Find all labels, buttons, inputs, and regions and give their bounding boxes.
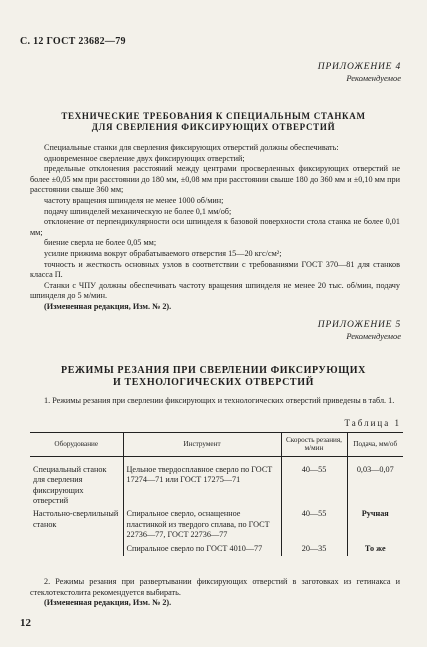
appendix5-heading-line2: И ТЕХНОЛОГИЧЕСКИХ ОТВЕРСТИЙ xyxy=(113,377,314,388)
table-header-row xyxy=(30,433,403,457)
cutting-modes-table xyxy=(30,432,403,556)
appendix4-heading-line1: ТЕХНИЧЕСКИЕ ТРЕБОВАНИЯ К СПЕЦИАЛЬНЫМ СТАНКАМ xyxy=(61,111,366,121)
appendix4-title: ПРИЛОЖЕНИЕ 4 xyxy=(317,62,401,72)
table-cell: 40—55 xyxy=(281,506,347,540)
column-header: Подача, мм/об xyxy=(347,433,403,457)
table-caption: Таблица 1 xyxy=(344,418,401,428)
table-cell: 20—35 xyxy=(281,541,347,556)
table-cell: Цельное твердосплавное сверло по ГОСТ 17274—71 или ГОСТ 17275—71 xyxy=(123,456,281,506)
appendix5-title: ПРИЛОЖЕНИЕ 5 xyxy=(317,320,401,330)
paragraph: Станки с ЧПУ должны обеспечивать частоту вращения шпинделя не менее 20 тыс. об/мин, подачу шпинделя до 5 м/мин. xyxy=(30,280,400,301)
table-cell: Ручная xyxy=(347,506,403,540)
paragraph: отклонение от перпендикулярности оси шпинделя к базовой поверхности стола станка не более 0,01 мм; xyxy=(30,217,400,237)
table-row xyxy=(30,506,403,540)
table-row xyxy=(30,541,403,556)
table-cell xyxy=(30,541,123,556)
paragraph: предельные отклонения расстояний между центрами просверленных фиксирующих отверстий не более ±0,05 мм при расстоянии до 180 мм, ±0,08 мм при расстоянии свыше 180 до 360 мм и ±0,10 мм при расстоянии свыше 360 мм; xyxy=(30,164,400,195)
paragraph: Специальные станки для сверления фиксирующих отверстий должны обеспечивать: xyxy=(44,143,339,152)
edition-note: (Измененная редакция, Изм. № 2). xyxy=(44,598,172,608)
table-cell: Спиральное сверло, оснащенное пластинкой из твердого сплава, по ГОСТ 22736—77, ГОСТ 22736—77 xyxy=(123,506,281,540)
appendix5-heading-line1: РЕЖИМЫ РЕЗАНИЯ ПРИ СВЕРЛЕНИИ ФИКСИРУЮЩИХ xyxy=(61,365,366,376)
paragraph: точность и жесткость основных узлов в соответствии с требованиями ГОСТ 370—81 для станков класса П. xyxy=(30,259,400,280)
table-cell: Настольно-сверлильный станок xyxy=(33,509,119,529)
column-header: Инструмент xyxy=(123,433,281,457)
paragraph: частоту вращения шпинделя не менее 1000 об/мин; xyxy=(44,195,224,205)
page-header: С. 12 ГОСТ 23682—79 xyxy=(20,36,126,47)
appendix5-note xyxy=(30,577,400,609)
paragraph: биение сверла не более 0,05 мм; xyxy=(44,238,157,248)
paragraph: усилие прижима вокруг обрабатываемого отверстия 15—20 кгс/см²; xyxy=(44,248,282,258)
table-cell: 40—55 xyxy=(281,456,347,506)
appendix4-subtitle: Рекомендуемое xyxy=(346,73,401,83)
note-paragraph: 2. Режимы резания при развертывании фиксирующих отверстий в заготовках из гетинакса и стеклотекстолита рекомендуется выбирать. xyxy=(30,577,400,597)
page-number: 12 xyxy=(20,617,31,629)
appendix5-subtitle: Рекомендуемое xyxy=(346,331,401,341)
intro-paragraph: 1. Режимы резания при сверлении фиксирующих и технологических отверстий приведены в табл. 1. xyxy=(44,396,395,405)
column-header: Скорость резания, м/мин xyxy=(281,433,347,457)
table-cell: Специальный станок для сверления фиксирующих отверстий xyxy=(33,464,107,506)
paragraph: подачу шпинделей механическую не более 0,1 мм/об; xyxy=(44,206,232,216)
appendix4-heading-line2: ДЛЯ СВЕРЛЕНИЯ ФИКСИРУЮЩИХ ОТВЕРСТИЙ xyxy=(91,122,336,132)
column-header: Оборудование xyxy=(30,433,123,457)
edition-note: (Измененная редакция, Изм. № 2). xyxy=(44,301,172,311)
paragraph: одновременное сверление двух фиксирующих отверстий; xyxy=(44,153,245,163)
table-row xyxy=(30,456,403,506)
appendix4-body xyxy=(30,143,400,313)
table-cell: 0,03—0,07 xyxy=(347,456,403,506)
table-cell: То же xyxy=(347,541,403,556)
appendix5-intro xyxy=(30,396,400,407)
table-cell: Спиральное сверло по ГОСТ 4010—77 xyxy=(123,541,281,556)
